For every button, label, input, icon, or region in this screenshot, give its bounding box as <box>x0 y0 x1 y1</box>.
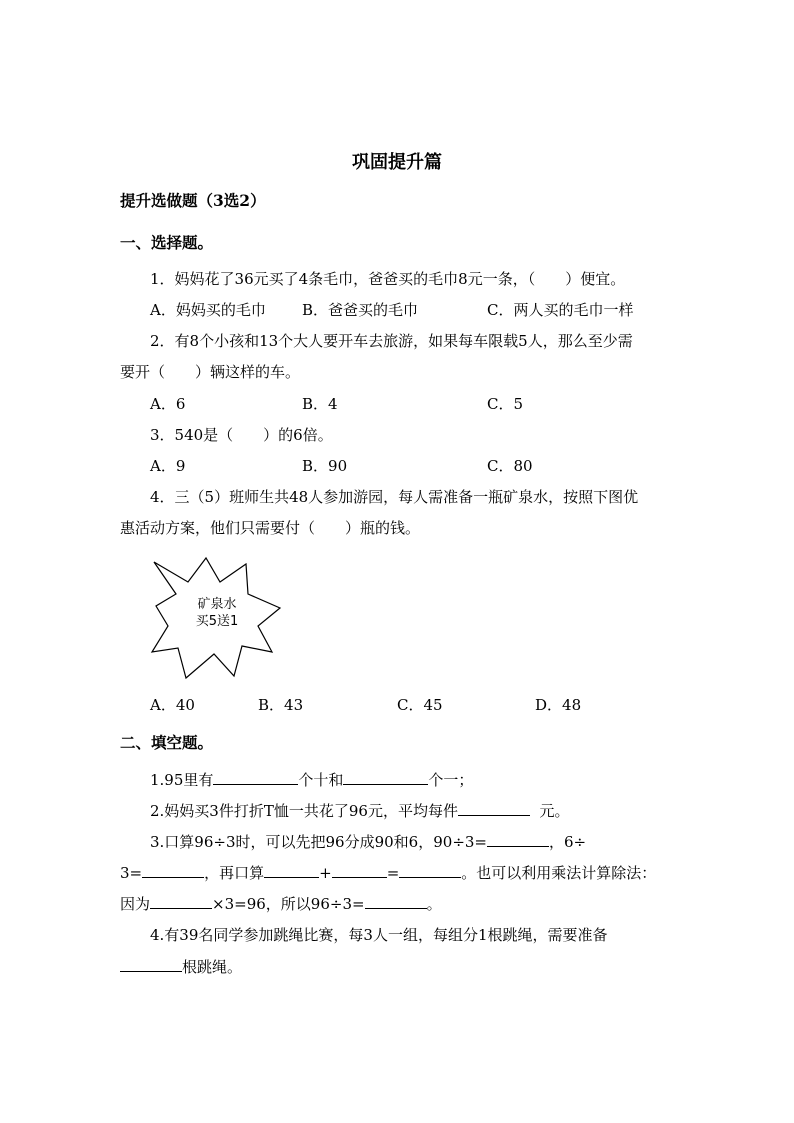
f3-text-g: 。也可以利用乘法计算除法： <box>461 864 657 882</box>
f2-text-a: 2.妈妈买3件打折T恤一共花了96元，平均每件 <box>150 802 458 820</box>
subtitle: 提升选做题（3选2） <box>120 191 266 210</box>
promotion-line-2: 买5送1 <box>195 614 239 629</box>
answer-blank[interactable] <box>332 862 387 878</box>
q1-option-a: A．妈妈买的毛巾 <box>150 301 266 319</box>
fill-question-1 <box>150 769 473 790</box>
question-1: 1．妈妈花了36元买了4条毛巾，爸爸买的毛巾8元一条，（ ）便宜。 <box>150 270 626 288</box>
f3-text-h: 因为 <box>120 895 151 913</box>
answer-blank[interactable] <box>487 831 549 847</box>
q3-option-c: C．80 <box>487 457 533 475</box>
f3-text-f: = <box>386 864 400 882</box>
fill-question-3-line1 <box>150 831 586 852</box>
answer-blank[interactable] <box>399 862 461 878</box>
q2-option-a: A．6 <box>150 395 186 413</box>
question-4-line1: 4．三（5）班师生共48人参加游园，每人需准备一瓶矿泉水，按照下图优 <box>150 488 639 506</box>
question-3: 3．540是（ ）的6倍。 <box>150 426 333 444</box>
f3-text-d: ，再口算 <box>204 864 265 882</box>
q2-option-c: C．5 <box>487 395 524 413</box>
answer-blank[interactable] <box>264 862 319 878</box>
f3-text-a: 3.口算96÷3时，可以先把96分成90和6，90÷3= <box>150 833 487 851</box>
q1-option-c: C．两人买的毛巾一样 <box>487 301 634 319</box>
section-heading-choice: 一、选择题。 <box>120 233 214 252</box>
question-2-line1: 2．有8个小孩和13个大人要开车去旅游，如果每车限载5人，那么至少需 <box>150 332 633 350</box>
answer-blank[interactable] <box>213 769 298 785</box>
q3-option-a: A．9 <box>150 457 186 475</box>
f3-text-j: 。 <box>426 895 442 913</box>
f1-text-c: 个一； <box>428 771 474 789</box>
question-2-line2: 要开（ ）辆这样的车。 <box>120 363 301 381</box>
fill-question-4-line1: 4.有39名同学参加跳绳比赛，每3人一组，每组分1根跳绳，需要准备 <box>150 926 608 944</box>
answer-blank[interactable] <box>458 800 530 816</box>
answer-blank[interactable] <box>365 893 427 909</box>
page-title: 巩固提升篇 <box>352 152 442 173</box>
f3-text-b: ，6÷ <box>549 833 587 851</box>
fill-question-3-line3 <box>120 893 442 914</box>
f4-text-b: 根跳绳。 <box>182 958 243 976</box>
q2-option-b: B．4 <box>302 395 338 413</box>
q4-option-b: B．43 <box>258 696 304 714</box>
fill-question-4-line2 <box>120 956 242 977</box>
f3-text-e: + <box>319 864 332 882</box>
section-heading-fill: 二、填空题。 <box>120 733 214 752</box>
f3-text-i: ×3=96，所以96÷3= <box>212 895 365 913</box>
f1-text-a: 1.95里有 <box>150 771 214 789</box>
q4-option-d: D．48 <box>535 696 582 714</box>
answer-blank[interactable] <box>150 893 212 909</box>
f1-text-b: 个十和 <box>298 771 344 789</box>
f2-text-b: 元。 <box>539 802 570 820</box>
question-4-line2: 惠活动方案，他们只需要付（ ）瓶的钱。 <box>120 519 421 537</box>
promotion-line-1: 矿泉水 <box>197 597 237 612</box>
q4-option-a: A．40 <box>150 696 195 714</box>
f3-text-c: 3= <box>120 864 143 882</box>
promotion-label <box>150 596 284 630</box>
fill-question-2 <box>150 800 570 821</box>
q1-option-b: B．爸爸买的毛巾 <box>302 301 419 319</box>
answer-blank[interactable] <box>343 769 428 785</box>
fill-question-3-line2 <box>120 862 656 883</box>
answer-blank[interactable] <box>142 862 204 878</box>
q3-option-b: B．90 <box>302 457 348 475</box>
q4-option-c: C．45 <box>397 696 443 714</box>
answer-blank[interactable] <box>120 956 182 972</box>
